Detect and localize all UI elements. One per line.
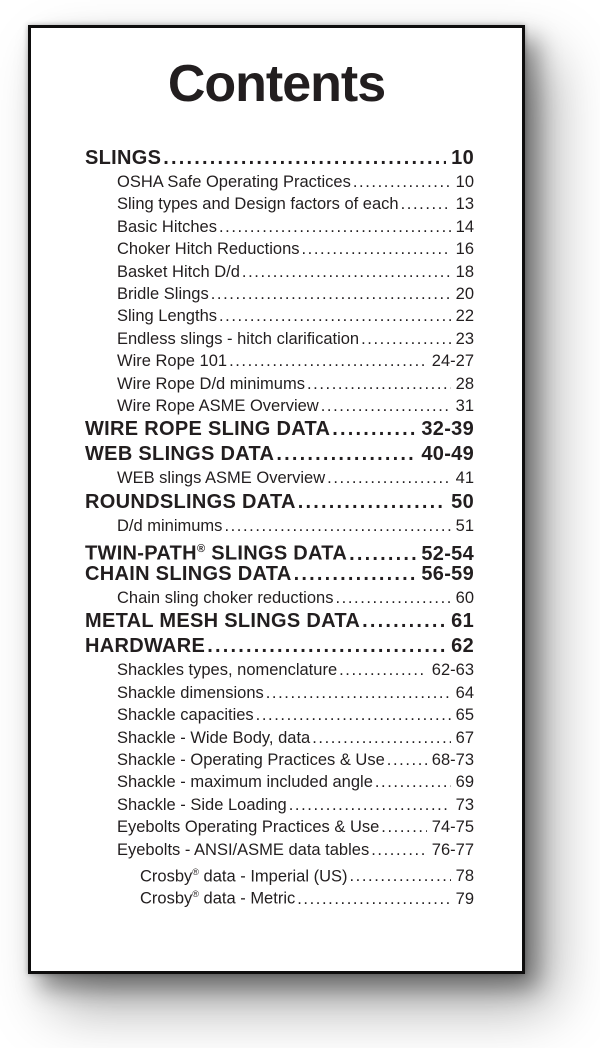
toc-entry-page: 32-39 xyxy=(421,418,474,441)
toc-entry-label: Eyebolts Operating Practices & Use xyxy=(117,818,380,837)
toc-row xyxy=(85,634,474,659)
toc-entry-label: CHAIN SLINGS DATA xyxy=(85,563,292,586)
dot-leader xyxy=(274,442,416,467)
toc-row xyxy=(85,537,474,565)
toc-entry-label: HARDWARE xyxy=(85,635,206,658)
toc-row xyxy=(85,171,474,193)
toc-entry-label: Shackle dimensions xyxy=(117,683,264,702)
toc-entry-page: 64 xyxy=(455,683,474,702)
toc-row xyxy=(85,704,474,726)
toc-entry-page: 14 xyxy=(455,217,474,236)
toc-entry-label: SLINGS xyxy=(85,147,162,169)
toc-entry-label: Endless slings - hitch clarification xyxy=(117,329,360,348)
toc-entry-label: Shackle - maximum included angle xyxy=(117,773,373,792)
dot-leader xyxy=(351,171,451,193)
dot-leader xyxy=(227,350,427,372)
toc-row xyxy=(85,587,474,609)
toc-row xyxy=(85,682,474,704)
toc-entry-label: WIRE ROPE SLING DATA xyxy=(85,418,331,441)
toc-entry-label: Bridle Slings xyxy=(117,284,209,303)
toc-row xyxy=(85,417,474,442)
dot-leader xyxy=(217,216,451,238)
dot-leader xyxy=(379,816,427,838)
toc-entry-page: 41 xyxy=(455,469,474,488)
toc-entry-page: 10 xyxy=(451,147,474,169)
page-title: Contents xyxy=(167,55,386,113)
toc-entry-label: Basket Hitch D/d xyxy=(117,262,240,281)
toc-entry-page: 62-63 xyxy=(431,661,474,680)
toc-entry-label: Wire Rope D/d minimums xyxy=(117,374,305,393)
dot-leader xyxy=(373,771,451,793)
toc-entry-page: 31 xyxy=(455,396,474,415)
toc-row xyxy=(85,816,474,838)
toc-entry-page: 74-75 xyxy=(431,818,474,837)
dot-leader xyxy=(348,865,451,887)
toc-row xyxy=(85,562,474,587)
toc-entry-page: 68-73 xyxy=(431,751,474,770)
toc-row xyxy=(85,727,474,749)
toc-row xyxy=(85,216,474,238)
toc-entry-label: METAL MESH SLINGS DATA xyxy=(85,610,361,633)
dot-leader xyxy=(319,395,451,417)
dot-leader xyxy=(287,794,451,816)
dot-leader xyxy=(217,305,451,327)
toc-entry-page: 52-54 xyxy=(421,542,474,565)
dot-leader xyxy=(310,727,450,749)
toc-entry-page: 73 xyxy=(455,795,474,814)
toc-row xyxy=(85,467,474,489)
toc-entry-page: 40-49 xyxy=(421,443,474,466)
toc-entry-page: 76-77 xyxy=(431,840,474,859)
dot-leader xyxy=(205,634,446,659)
toc-entry-label: Chain sling choker reductions xyxy=(117,589,334,608)
toc-entry-label: Eyebolts - ANSI/ASME data tables xyxy=(117,840,370,859)
toc-entry-label: ROUNDSLINGS DATA xyxy=(85,490,296,513)
toc-entry-page: 51 xyxy=(455,516,474,535)
toc-row xyxy=(85,749,474,771)
toc-entry-label: Shackles types, nomenclature xyxy=(117,661,338,680)
toc-entry-label: Choker Hitch Reductions xyxy=(117,240,300,259)
dot-leader xyxy=(295,888,450,910)
toc-row xyxy=(85,305,474,327)
dot-leader xyxy=(369,839,427,861)
toc-entry-label: Shackle - Operating Practices & Use xyxy=(117,751,385,770)
toc-row xyxy=(85,659,474,681)
toc-row xyxy=(85,839,474,861)
toc-row xyxy=(85,373,474,395)
dot-leader xyxy=(240,261,451,283)
dot-leader xyxy=(209,283,451,305)
toc-entry-label: OSHA Safe Operating Practices xyxy=(117,173,351,191)
toc-entry-label: Shackle capacities xyxy=(117,706,254,725)
dot-leader xyxy=(359,328,451,350)
toc-entry-page: 24-27 xyxy=(431,352,474,371)
contents-page xyxy=(28,25,525,974)
toc-entry-page: 23 xyxy=(455,329,474,348)
toc-entry-page: 79 xyxy=(455,889,474,908)
dot-leader xyxy=(222,515,450,537)
toc-entry-label: Sling Lengths xyxy=(117,307,217,326)
toc-row xyxy=(85,193,474,215)
toc-entry-page: 61 xyxy=(451,610,474,633)
toc-row xyxy=(85,442,474,467)
toc-entry-label: Wire Rope 101 xyxy=(117,352,228,371)
toc-entry-label: Shackle - Side Loading xyxy=(117,795,287,814)
toc-entry-label: Crosby® data - Imperial (US) xyxy=(140,866,348,886)
toc-row xyxy=(85,490,474,515)
dot-leader xyxy=(161,146,446,171)
toc-entry-label: Wire Rope ASME Overview xyxy=(117,396,319,415)
toc-entry-page: 65 xyxy=(455,706,474,725)
toc-entry-label: WEB slings ASME Overview xyxy=(117,469,326,488)
toc-entry-page: 28 xyxy=(455,374,474,393)
toc-entry-page: 50 xyxy=(451,490,474,513)
toc-entry-label: Basic Hitches xyxy=(117,217,217,236)
toc-entry-label: TWIN-PATH® SLINGS DATA xyxy=(85,542,348,565)
toc-row xyxy=(85,350,474,372)
toc-list xyxy=(31,146,522,906)
toc-entry-label: Crosby® data - Metric xyxy=(140,889,296,908)
toc-entry-page: 67 xyxy=(455,728,474,747)
toc-entry-page: 18 xyxy=(455,262,474,281)
dot-leader xyxy=(296,490,446,515)
toc-entry-page: 10 xyxy=(455,173,474,191)
toc-row xyxy=(85,515,474,537)
toc-entry-label: WEB SLINGS DATA xyxy=(85,443,275,466)
dot-leader xyxy=(305,373,451,395)
toc-entry-label: D/d minimums xyxy=(117,516,223,535)
dot-leader xyxy=(254,704,451,726)
dot-leader xyxy=(360,609,446,634)
dot-leader xyxy=(333,587,450,609)
toc-entry-page: 56-59 xyxy=(421,563,474,586)
toc-row xyxy=(85,146,474,171)
toc-entry-page: 62 xyxy=(451,635,474,658)
toc-entry-page: 20 xyxy=(455,284,474,303)
toc-entry-page: 69 xyxy=(455,773,474,792)
toc-entry-label: Sling types and Design factors of each xyxy=(117,195,399,214)
dot-leader xyxy=(385,749,427,771)
toc-row xyxy=(85,609,474,634)
toc-entry-page: 78 xyxy=(455,867,474,886)
toc-entry-label: Shackle - Wide Body, data xyxy=(117,728,311,747)
dot-leader xyxy=(330,417,416,442)
toc-row xyxy=(85,395,474,417)
dot-leader xyxy=(337,659,427,681)
dot-leader xyxy=(325,467,451,489)
toc-entry-page: 16 xyxy=(455,240,474,259)
dot-leader xyxy=(399,193,451,215)
dot-leader xyxy=(292,562,417,587)
toc-entry-page: 22 xyxy=(455,307,474,326)
toc-entry-page: 13 xyxy=(455,195,474,214)
toc-row xyxy=(85,328,474,350)
toc-row xyxy=(85,283,474,305)
toc-row xyxy=(85,771,474,793)
toc-entry-page: 60 xyxy=(455,589,474,608)
toc-row xyxy=(85,238,474,260)
dot-leader xyxy=(264,682,451,704)
toc-row xyxy=(85,261,474,283)
toc-row xyxy=(85,861,474,886)
dot-leader xyxy=(300,238,451,260)
toc-row xyxy=(85,794,474,816)
